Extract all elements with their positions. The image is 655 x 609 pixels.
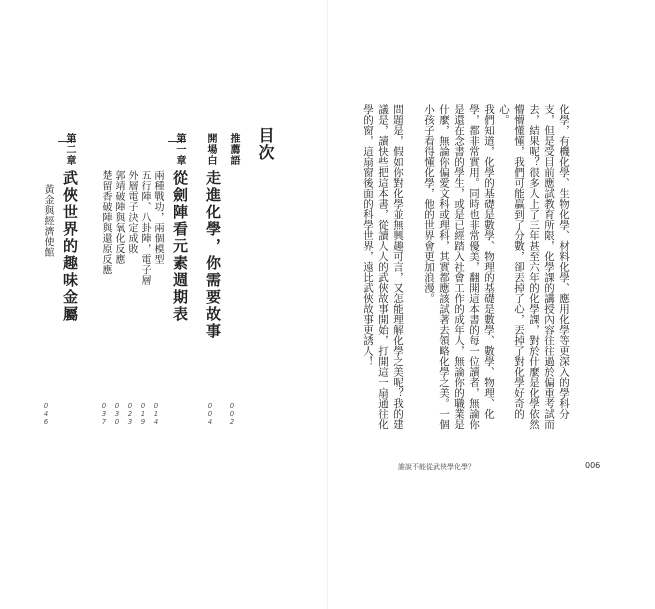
toc-heading-opening[interactable] (203, 170, 224, 340)
paragraph: 問題是，假如你對化學並無興趣可言，又怎能理解化學之美呢？我的建議是，讀快些把這本書，從讀人人的武俠故事開始，打開這一扇通往化學的窗，這扇窗後面的科學世界，遠比武俠故事更誘人！ (362, 104, 404, 430)
toc-item[interactable] (150, 170, 165, 265)
left-page (0, 0, 327, 609)
page-number: 004 (206, 402, 214, 426)
toc-chapter-1-heading[interactable] (170, 170, 191, 323)
toc-item-text: 兩種戰功，兩個模型 (152, 170, 163, 265)
toc-item-text: 楚留香破陣與還原反應 (100, 170, 111, 275)
chapter-heading: 從劍陣看元素週期表 (171, 170, 189, 323)
toc-item[interactable] (124, 170, 139, 254)
page-number: 002 (228, 402, 236, 426)
page-number: 037 (100, 402, 108, 426)
toc-chapter-2-heading[interactable] (60, 170, 81, 323)
toc-item[interactable] (137, 170, 152, 286)
toc-item-text: 郭靖破陣與氧化反應 (113, 170, 124, 265)
toc-chapter-1[interactable] (172, 133, 187, 166)
body-text (344, 104, 571, 434)
toc-item[interactable] (98, 170, 113, 275)
page-number: 019 (139, 402, 147, 426)
running-footer-page-number: 006 (585, 461, 601, 470)
toc-item[interactable] (111, 170, 126, 265)
toc-section-opening[interactable] (203, 133, 218, 166)
toc-item-text: 外層電子決定成敗 (126, 170, 137, 254)
chapter-heading: 武俠世界的趣味金屬 (61, 170, 79, 323)
paragraph: 化學，有機化學、生物化學、材料化學、應用化學等更深入的學科分支，但是受目前應試教育所限，化學課的講授內容往往過於偏重考試而去，結果呢？很多人上了三年甚至六年的化學課，對於什麼是化學依然懵懵懂懂，我們可能贏到了分數，卻丟掉了心，丟掉了對化學好奇的心。 (498, 104, 570, 430)
section-label: 開場白 (205, 133, 216, 166)
page-number: 046 (42, 402, 50, 426)
chapter-label: 第一章 (174, 133, 185, 166)
running-footer-title: 誰說不能從武俠學化學？ (398, 463, 475, 471)
section-label: 推薦語 (228, 133, 239, 166)
toc-section-recommend[interactable] (226, 133, 241, 166)
right-page (328, 0, 655, 609)
toc-item-text: 黃金與經濟使館 (42, 184, 53, 258)
toc-item-text: 五行陣、八卦陣，電子層 (139, 170, 150, 286)
toc-chapter-2[interactable] (62, 133, 77, 166)
section-heading: 走進化學，你需要故事 (204, 170, 222, 340)
paragraph: 我們知道，化學的基礎是數學、物理的基礎是數學、數學、物理、化學，都非常實用。同時也非常優美，翻開這本書的每一位讀者，無論你是還在念書的學生，或是已經踏入社會工作的成年人，無論你的職業是什麼，無論你偏愛文科或理科，其實都應該試著去領略化學之美。一個小孩子看得懂化學，他的世界會更加浪漫。 (423, 104, 495, 430)
toc-title: 目次 (256, 127, 275, 161)
page-number: 014 (152, 402, 160, 426)
page-number: 030 (113, 402, 121, 426)
toc-item[interactable] (40, 184, 55, 258)
chapter-label: 第二章 (64, 133, 75, 166)
page-number: 023 (126, 402, 134, 426)
